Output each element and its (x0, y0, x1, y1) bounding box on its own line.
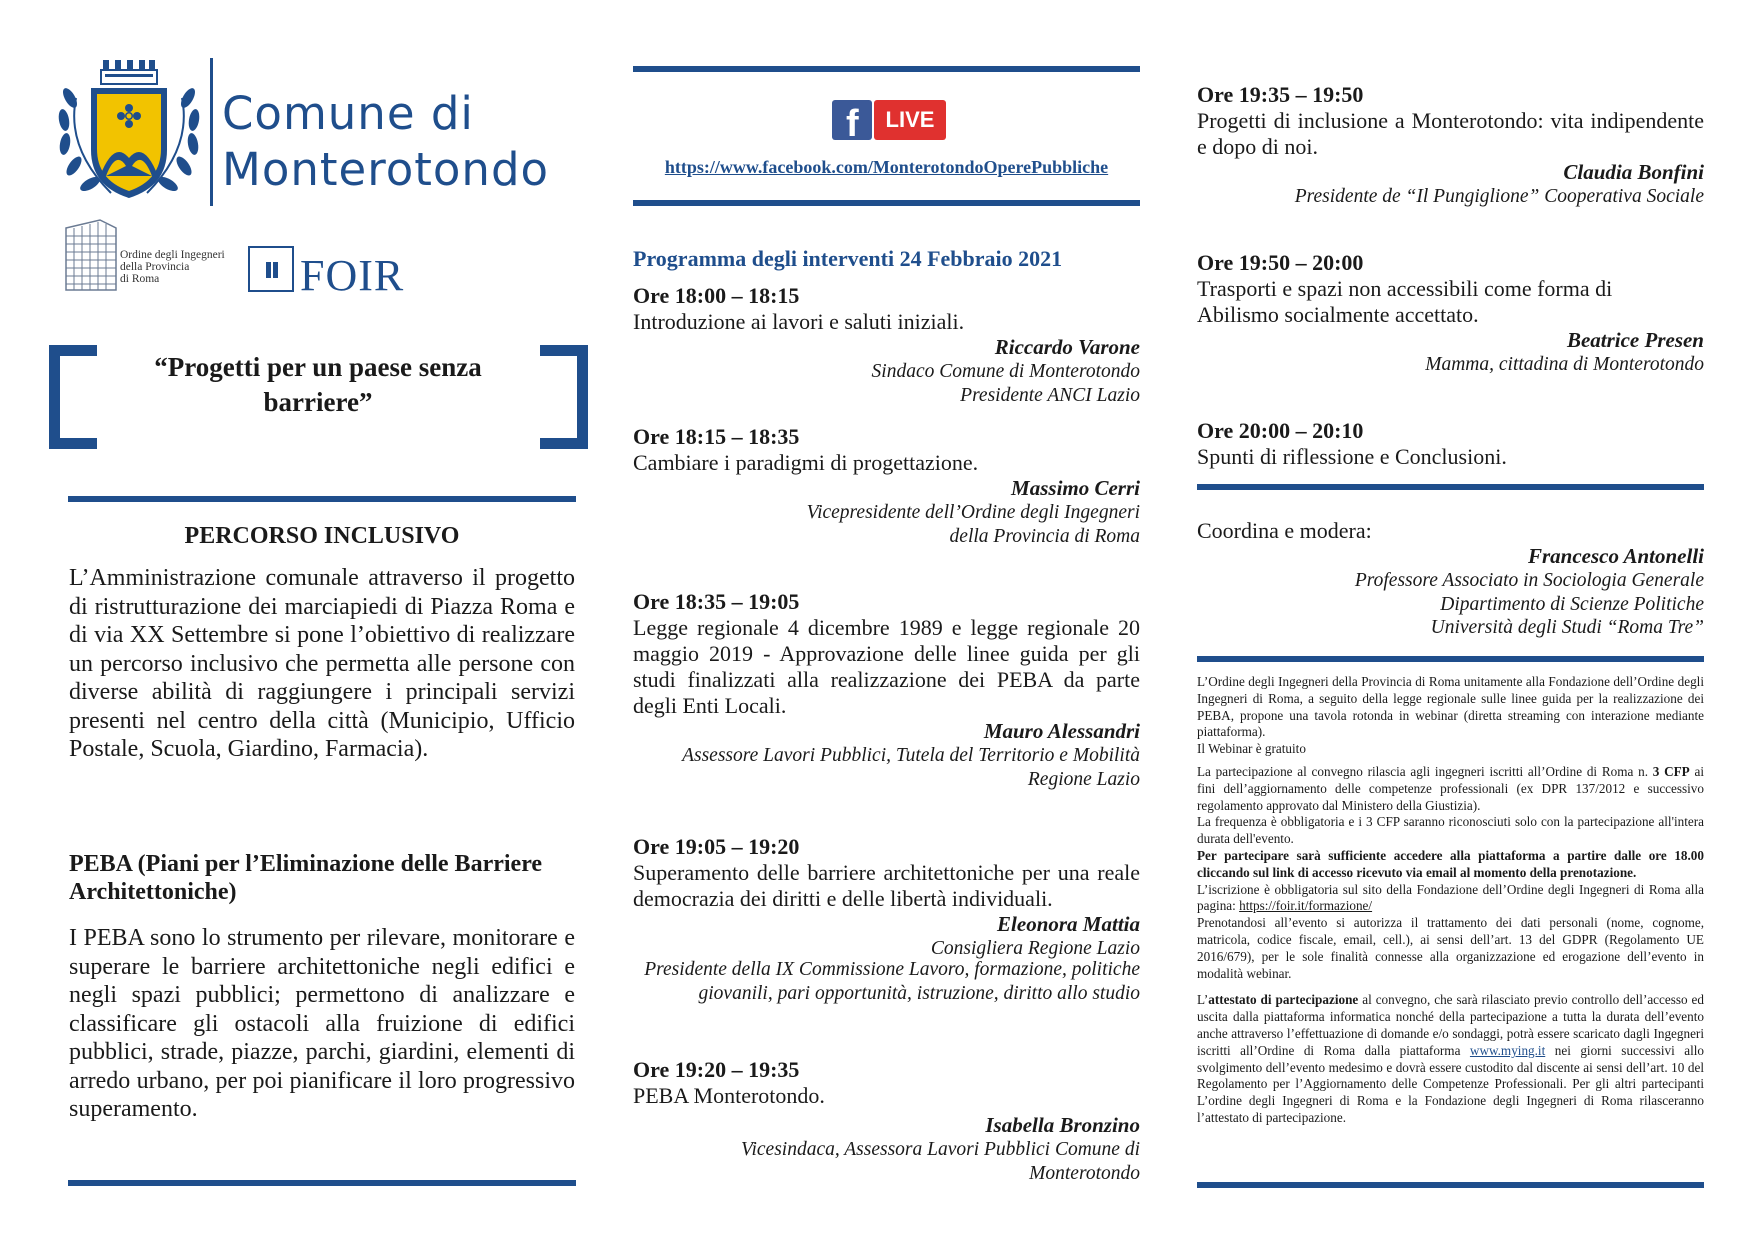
percorso-heading: PERCORSO INCLUSIVO (184, 523, 460, 549)
program-item (1197, 82, 1704, 209)
foir-formazione-link[interactable]: https://foir.it/formazione/ (1239, 898, 1373, 914)
info-paragraph: Il Webinar è gratuito (1197, 741, 1306, 757)
program-role: Regione Lazio (1027, 768, 1140, 790)
info-text: ai fini dell’aggiornamento delle competenze professionali (ex DPR 137/2012 e successivo regolamento approvato dal Ministero della Giustizia). (1197, 763, 1705, 813)
live-label: LIVE (885, 107, 935, 132)
program-title: Spunti di riflessione e Conclusioni. (1197, 444, 1507, 469)
moderator-block (1197, 518, 1704, 640)
logo-divider (210, 58, 213, 206)
moderator-label: Coordina e modera: (1197, 518, 1372, 543)
section-divider (633, 66, 1140, 72)
foir-logo-text: FOIR (300, 251, 405, 300)
comune-title-line1: Comune di (222, 87, 474, 140)
info-text-bold: 3 CFP (1652, 763, 1690, 779)
live-badge (874, 100, 946, 140)
percorso-body: L’Amministrazione comunale attraverso il progetto di ristrutturazione dei marciapiedi di Piazza Roma e di via XX Settembre si pone l’obiettivo di realizzare un percorso inclusivo che permetta alle persone con diverse abilità di raggiungere i principali servizi presenti nel centro della città (Municipio, Ufficio Postale, Scuola, Giardino, Farmacia). (69, 565, 575, 762)
info-paragraph: L’Ordine degli Ingegneri della Provincia di Roma unitamente alla Fondazione dell’Ordine degli Ingegneri di Roma, a seguito della legge regionale sulle linee guida per la realizzazione dei PEBA, propone una tavola rotonda in webinar (diretta streaming con interazione mediante piattaforma). (1197, 674, 1704, 740)
program-speaker: Mauro Alessandri (983, 719, 1140, 743)
program-time: Ore 18:00 – 18:15 (633, 283, 800, 308)
program-title: PEBA Monterotondo. (633, 1083, 825, 1108)
moderator-role: Università degli Studi “Roma Tre” (1430, 617, 1704, 638)
program-speaker: Massimo Cerri (1011, 476, 1140, 500)
program-speaker: Beatrice Presen (1566, 328, 1704, 352)
ordine-logo-text (120, 249, 225, 285)
program-title: Legge regionale 4 dicembre 1989 e legge regionale 20 maggio 2019 - Approvazione delle linee guida per gli studi finalizzati alla realizzazione dei PEBA da parte degli Enti Locali. (633, 615, 1140, 718)
program-speaker: Isabella Bronzino (985, 1113, 1140, 1137)
info-text-bold: attestato di partecipazione (1208, 992, 1359, 1008)
program-role: Presidente de “Il Pungiglione” Cooperativa Sociale (1294, 186, 1704, 207)
program-role: Consigliera Regione Lazio (930, 938, 1140, 959)
ordine-logo-line: di Roma (120, 273, 160, 285)
program-role: Monterotondo (1029, 1162, 1140, 1184)
program-item (1197, 418, 1704, 470)
program-time: Ore 19:50 – 20:00 (1197, 250, 1364, 275)
program-time: Ore 18:35 – 19:05 (633, 589, 800, 614)
comune-title (222, 86, 549, 198)
info-paragraph: La frequenza è obbligatoria e i 3 CFP saranno riconosciuti solo con la partecipazione all'intera durata dell'evento. (1197, 814, 1704, 847)
title-bracket-right (540, 345, 588, 449)
program-item (633, 1057, 1140, 1185)
peba-heading: PEBA (Piani per l’Eliminazione delle Barriere Architettoniche) (69, 851, 543, 905)
monterotondo-crest-logo (56, 58, 202, 208)
program-role: Vicepresidente dell’Ordine degli Ingegneri (806, 502, 1140, 523)
program-role: Presidente ANCI Lazio (960, 384, 1140, 406)
program-speaker: Riccardo Varone (994, 335, 1140, 359)
program-role: giovanili, pari opportunità, istruzione, diritto allo studio (698, 983, 1140, 1004)
program-role: Mamma, cittadina di Monterotondo (1425, 354, 1704, 375)
info-paragraph (1197, 992, 1704, 1126)
program-title: Progetti di inclusione a Monterotondo: vita indipendente e dopo di noi. (1197, 108, 1704, 159)
info-paragraph: Per partecipare sarà sufficiente accedere alla piattaforma a partire dalle ore 18.00 cliccando sul link di accesso ricevuto via email al momento della prenotazione. (1197, 847, 1704, 880)
ordine-logo-line: della Provincia (120, 261, 190, 273)
program-title: Superamento delle barriere architettoniche per una reale democrazia dei diritti e delle libertà individuali. (633, 860, 1140, 911)
facebook-f-glyph: f (846, 103, 859, 140)
section-divider (68, 1180, 576, 1186)
program-role: Sindaco Comune di Monterotondo (871, 361, 1140, 382)
peba-body: I PEBA sono lo strumento per rilevare, monitorare e superare le barriere architettoniche negli edifici e negli spazi pubblici; permettono di analizzare e classificare gli ostacoli alla fruizione di edifici pubblici, strade, piazze, parchi, giardini, elementi di arredo urbano, per poi pianificare il loro progressivo superamento. (69, 925, 575, 1122)
event-title: “Progetti per un paese senza barriere” (154, 352, 482, 417)
info-text: al convegno, che sarà rilasciato previo controllo dell’accesso ed uscita dalla piattaforma informatica nonché della partecipazione a tutta la durata dell’evento anche attraverso l’effettuazione di domande e/o sondaggi, potrà essere scaricato dagli Ingegneri iscritti all’Ordine di Roma dalla piattaforma (1197, 992, 1705, 1058)
program-title: Introduzione ai lavori e saluti iniziali. (633, 309, 965, 334)
program-title: Cambiare i paradigmi di progettazione. (633, 450, 979, 475)
facebook-icon[interactable] (832, 100, 872, 140)
foir-logo-mark (248, 246, 294, 292)
moderator-name: Francesco Antonelli (1528, 544, 1704, 568)
program-speaker: Eleonora Mattia (997, 912, 1140, 936)
info-text: La partecipazione al convegno rilascia agli ingegneri iscritti all’Ordine di Roma n. (1197, 763, 1648, 779)
section-divider (633, 200, 1140, 206)
info-text: L’ (1197, 992, 1209, 1008)
facebook-page-link[interactable]: https://www.facebook.com/MonterotondoOperePubbliche (664, 157, 1109, 177)
program-item (633, 283, 1140, 407)
info-text: nei giorni successivi allo svolgimento dell’evento medesimo e dovrà essere custodito dal discente ai sensi dell’art. 10 del Regolamento per l’Aggiornamento delle Competenze Professionali. Per gli altri partecipanti L’ordine degli Ingegneri di Roma e la Fondazione degli Ingegneri di Roma rilasceranno l’attestato di partecipazione. (1197, 1042, 1705, 1125)
program-item (633, 834, 1140, 961)
program-role: Presidente della IX Commissione Lavoro, formazione, politiche (644, 959, 1140, 980)
program-title: Trasporti e spazi non accessibili come forma di Abilismo socialmente accettato. (1197, 276, 1613, 327)
info-text: L’iscrizione è obbligatoria sul sito della Fondazione dell’Ordine degli Ingegneri di Roma alla pagina: (1197, 881, 1704, 914)
program-item (1197, 250, 1704, 377)
section-divider (68, 496, 576, 502)
ordine-building-logo (60, 218, 118, 292)
section-divider (1197, 484, 1704, 490)
program-time: Ore 19:35 – 19:50 (1197, 82, 1364, 107)
programma-title: Programma degli interventi 24 Febbraio 2021 (633, 246, 1063, 271)
ordine-logo-line: Ordine degli Ingegneri (120, 249, 225, 261)
title-bracket-left (49, 345, 97, 449)
foir-logo-square (266, 262, 271, 278)
program-role: Vicesindaca, Assessora Lavori Pubblici Comune di (741, 1139, 1140, 1160)
moderator-role: Professore Associato in Sociologia Generale (1354, 570, 1704, 591)
foir-logo-square (273, 262, 278, 278)
program-time: Ore 19:05 – 19:20 (633, 834, 800, 859)
program-time: Ore 18:15 – 18:35 (633, 424, 800, 449)
program-time: Ore 19:20 – 19:35 (633, 1057, 800, 1082)
program-role: della Provincia di Roma (949, 525, 1140, 547)
program-role: Assessore Lavori Pubblici, Tutela del Territorio e Mobilità (682, 745, 1140, 766)
program-time: Ore 20:00 – 20:10 (1197, 418, 1364, 443)
program-speaker: Claudia Bonfini (1563, 160, 1704, 184)
moderator-role: Dipartimento di Scienze Politiche (1440, 593, 1704, 615)
info-paragraph (1197, 882, 1704, 916)
info-paragraph (1197, 764, 1704, 814)
info-block (1197, 674, 1704, 1127)
comune-title-line2: Monterotondo (222, 143, 550, 196)
program-item (633, 424, 1140, 548)
section-divider (1197, 1182, 1704, 1188)
program-item (633, 589, 1140, 791)
section-divider (1197, 656, 1704, 662)
mying-link[interactable]: www.mying.it (1469, 1042, 1546, 1058)
info-paragraph: Prenotandosi all’evento si autorizza il trattamento dei dati personali (nome, cognome, matricola, codice fiscale, email, cell.), ai sensi dell’art. 13 del GDPR (Regolamento UE 2016/679), per le sole finalità connesse alla organizzazione ed erogazione dell’evento in modalità webinar. (1197, 915, 1704, 981)
